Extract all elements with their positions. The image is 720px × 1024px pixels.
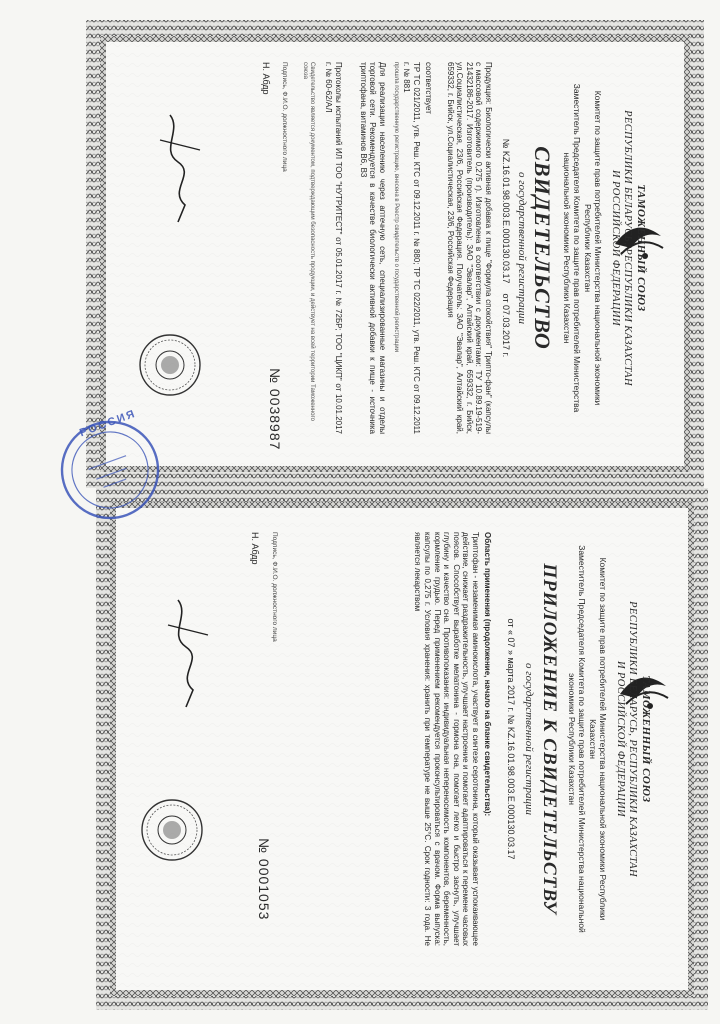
document-subtitle: о государственной регистрации: [523, 663, 535, 815]
republics-line-2: И РОССИЙСКОЙ ФЕДЕРАЦИИ: [610, 170, 621, 326]
appendix-date-line: от « 07 » марта 2017 г. № KZ.16.01.98.003.E.000130.03.17: [506, 618, 516, 860]
document-subtitle: о государственной регистрации: [516, 172, 528, 324]
republics-line-1: РЕСПУБЛИКИ БЕЛАРУСЬ, РЕСПУБЛИКИ КАЗАХСТАН: [622, 110, 633, 386]
registry-note: прошла государственную регистрацию, внесена в Реестр свидетельств о государственной регистрации: [393, 62, 399, 352]
issuing-authority: Комитет по защите прав потребителей Министерства национальной экономики Республики Казахстан: [588, 557, 608, 921]
document-title: СВИДЕТЕЛЬСТВО: [530, 146, 555, 350]
registration-date: от 07.03.2017 г.: [501, 293, 511, 358]
document-title: ПРИЛОЖЕНИЕ К СВИДЕТЕЛЬСТВУ: [539, 563, 560, 915]
union-heading: ТАМОЖЕННЫЙ СОЮЗ: [635, 184, 647, 312]
area-text: Триптофан - незаменимая аминокислота, участвует в синтезе серотонина, который оказывает успокаивающее действие, снижает раздражительность, улучшает настроение и помогает адаптироваться к перемене часовых поясов. Способствует выработке мелатонина - гормона сна, помогает легко и быстро заснуть, улучшает глубину и качество сна. Противопоказания: индивидуальная непереносимость компонентов, беременность, кормление грудью. Перед применением рекомендуется проконсультироваться с врачом. Форма выпуска: капсулы по 0,275 г. Условия хранения: хранить при температуре не выше 25°С. Срок годности: 3 года. Не является лекарством: [413, 532, 480, 946]
area-heading: Область применения (продолжение, начало на бланке свидетельства):: [483, 532, 492, 817]
deputy-chairman: Заместитель Председателя Комитета по защите прав потребителей Министерства национальной экономики Республики Казахстан: [567, 545, 587, 933]
registration-number: [501, 38, 511, 458]
application-area: Для реализации населению через аптечную сеть, специализированные магазины и отделы торговой сети. Рекомендуется в качестве биологически активной добавки к пище - источника триптофана, витаминов В6, В3: [358, 62, 387, 434]
signature-caption: Подпись, Ф.И.О. должностного лица: [271, 532, 278, 642]
signer-name: Н. Абдр: [250, 532, 260, 565]
validity-note: Свидетельство является документом, подтверждающим безопасность продукции, и действует на всей территории Таможенного союза: [302, 62, 315, 421]
republics-line-2: И РОССИЙСКОЙ ФЕДЕРАЦИИ: [615, 661, 626, 817]
republics-line-1: РЕСПУБЛИКИ БЕЛАРУСЬ, РЕСПУБЛИКИ КАЗАХСТАН: [627, 601, 638, 877]
deputy-chairman: Заместитель Председателя Комитета по защите прав потребителей Министерства национальной экономики Республики Казахстан: [562, 83, 582, 413]
product-description: Продукция: Биологически активная добавка к пище "Формула спокойствия" Трипто-фан" (капсулы с массовой содержимого 0,275 г). Изготовлена в соответствии с документами: ТУ 10.89.19-519-21432186-2017. Изготовитель (производитель): ЗАО "Эвалар", Алтайский край, 659332, г. Бийск, ул.Социалистическая, 23/6, Российская Федерация. Получатель: ЗАО "Эвалар", Алтайский край, 659332, г. Бийск, ул.Социалистическая, 23/6, Российская Федерация: [445, 62, 493, 434]
registration-number-value: № KZ.16.01.98.003.E.000130.03.17: [501, 138, 511, 284]
stamp-text: РОССИЯ: [78, 407, 138, 440]
technical-regulations: ТР ТС 021/2011, утв. Реш. КТС от 09.12.2011 г. № 880; ТР ТС 022/2011, утв. Реш. КТС от 09.12.2011 г. № 881: [402, 62, 421, 434]
serial-number: № 0001053: [256, 838, 272, 921]
certificate-appendix: [110, 508, 688, 970]
test-protocols: Протоколы испытаний ИЛ ТОО "НУТРИТЕСТ" от 05.01.2017 г. № 72БР; ТОО "ЦИКП" от 10.01.2017 г. № 60-62/АЛ: [324, 62, 343, 434]
serial-number: № 0038987: [267, 368, 283, 451]
signer-name: Н. Абдр: [261, 62, 271, 95]
certificate: [98, 38, 683, 458]
signature-caption: Подпись, Ф.И.О. должностного лица: [281, 62, 288, 172]
union-heading: ТАМОЖЕННЫЙ СОЮЗ: [640, 675, 652, 803]
conformity-word: соответствует: [424, 62, 433, 114]
issuing-authority: Комитет по защите прав потребителей Министерства национальной экономики Республики Казахстан: [583, 90, 603, 406]
